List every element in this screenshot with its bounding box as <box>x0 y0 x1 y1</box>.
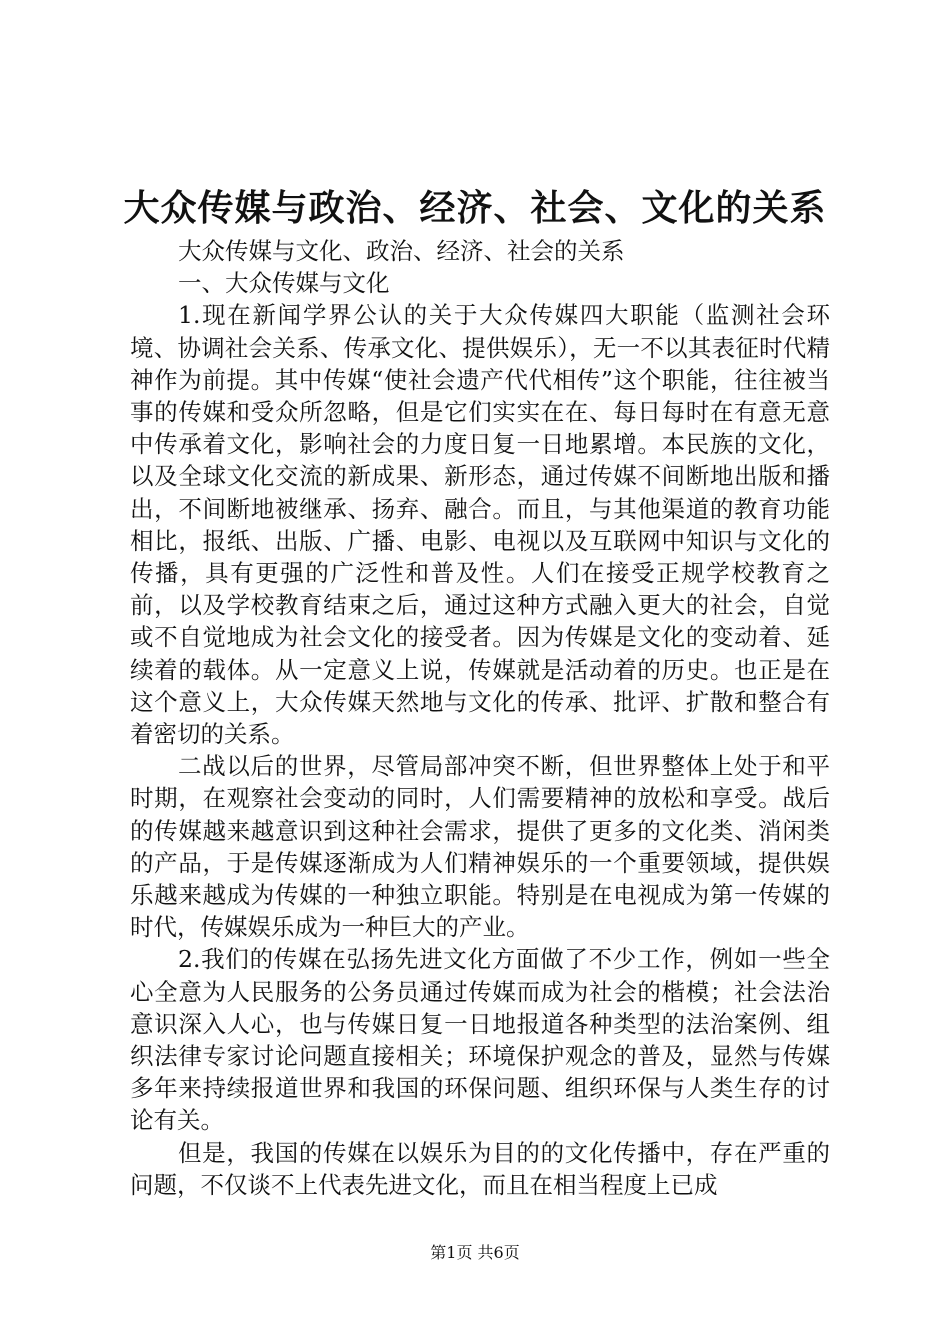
paragraph-4: 但是，我国的传媒在以娱乐为目的的文化传播中，存在严重的问题，不仅谈不上代表先进文化，而且在相当程度上已成 <box>130 1138 830 1199</box>
document-title: 大众传媒与政治、经济、社会、文化的关系 <box>123 187 827 229</box>
paragraph-3: 2.我们的传媒在弘扬先进文化方面做了不少工作，例如一些全心全意为人民服务的公务员通过传媒而成为社会的楷模；社会法治意识深入人心，也与传媒日复一日地报道各种类型的法治案例、组织法律专家讨论问题直接相关；环境保护观念的普及，显然与传媒多年来持续报道世界和我国的环保问题、组织环保与人类生存的讨论有关。 <box>130 945 830 1135</box>
paragraph-1: 1.现在新闻学界公认的关于大众传媒四大职能（监测社会环境、协调社会关系、传承文化、提供娱乐），无一不以其表征时代精神作为前提。其中传媒“使社会遗产代代相传”这个职能，往往被当事的传媒和受众所忽略，但是它们实实在在、每日每时在有意无意中传承着文化，影响社会的力度日复一日地累增。本民族的文化，以及全球文化交流的新成果、新形态，通过传媒不间断地出版和播出，不间断地被继承、扬弃、融合。而且，与其他渠道的教育功能相比，报纸、出版、广播、电影、电视以及互联网中知识与文化的传播，具有更强的广泛性和普及性。人们在接受正规学校教育之前，以及学校教育结束之后，通过这种方式融入更大的社会，自觉或不自觉地成为社会文化的接受者。因为传媒是文化的变动着、延续着的载体。从一定意义上说，传媒就是活动着的历史。也正是在这个意义上，大众传媒天然地与文化的传承、批评、扩散和整合有着密切的关系。 <box>130 301 830 749</box>
document-body <box>130 235 830 1201</box>
subtitle: 大众传媒与文化、政治、经济、社会的关系 <box>178 237 625 265</box>
section-heading: 一、大众传媒与文化 <box>178 269 390 298</box>
page-footer: 第1页 共6页 <box>430 1243 520 1262</box>
paragraph-2: 二战以后的世界，尽管局部冲突不断，但世界整体上处于和平时期，在观察社会变动的同时，人们需要精神的放松和享受。战后的传媒越来越意识到这种社会需求，提供了更多的文化类、消闲类的产品，于是传媒逐渐成为人们精神娱乐的一个重要领域，提供娱乐越来越成为传媒的一种独立职能。特别是在电视成为第一传媒的时代，传媒娱乐成为一种巨大的产业。 <box>130 752 830 942</box>
